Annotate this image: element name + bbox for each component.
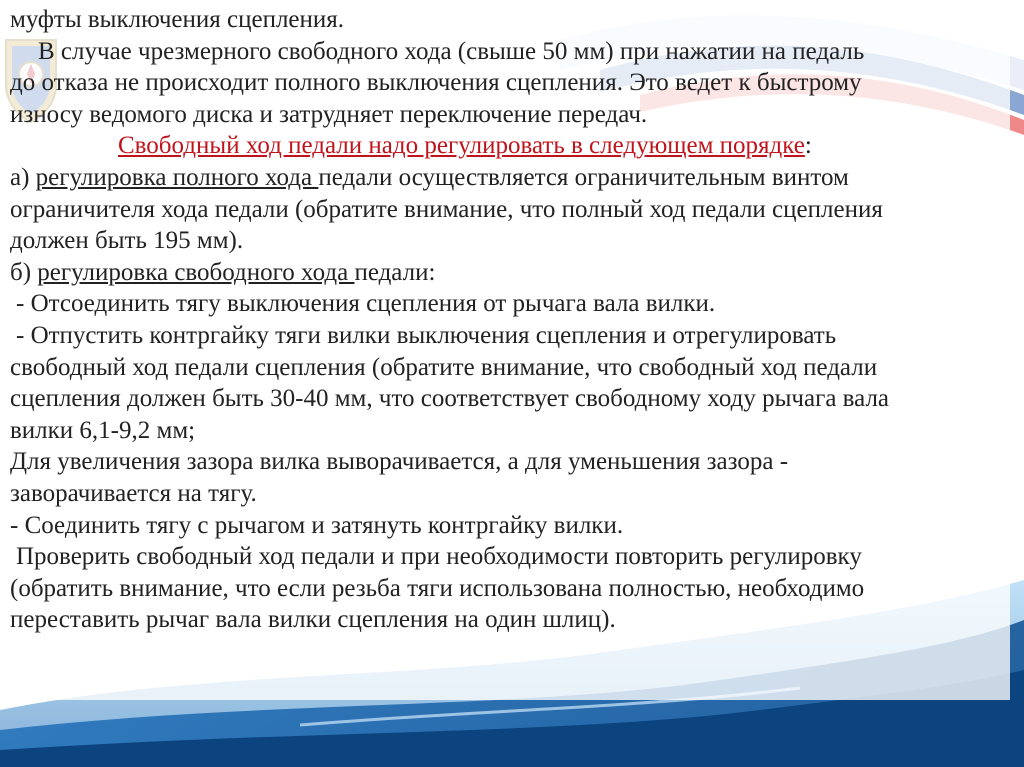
item-marker: а)	[10, 163, 36, 191]
text-line: свободный ход педали сцепления (обратите внимание, что свободный ход педали	[10, 353, 878, 381]
text-line: износу ведомого диска и затрудняет переключение передач.	[10, 100, 648, 128]
text-line: заворачивается на тягу.	[10, 479, 257, 507]
red-heading-text: Свободный ход педали надо регулировать в следующем порядке	[118, 132, 805, 160]
underlined-term: регулировка полного хода	[35, 163, 319, 191]
heading-colon: :	[804, 132, 812, 160]
text-line: переставить рычаг вала вилки сцепления на один шлиц).	[10, 606, 616, 634]
text-line: сцепления должен быть 30-40 мм, что соответствует свободному ходу рычага вала	[10, 385, 890, 413]
text-line	[10, 162, 1010, 194]
text-line: - Отсоединить тягу выключения сцепления от рычага вала вилки.	[16, 290, 716, 318]
text-line: - Отпустить контргайку тяги вилки выключения сцепления и отрегулировать	[16, 321, 837, 349]
text-line: В случае чрезмерного свободного хода (свыше 50 мм) при нажатии на педаль	[38, 37, 865, 65]
text-line: ограничителя хода педали (обратите внимание, что полный ход педали сцепления	[10, 195, 883, 223]
section-heading	[10, 130, 1010, 162]
text-line: должен быть 195 мм).	[10, 227, 244, 255]
text-line	[10, 257, 1010, 289]
text-line: - Соединить тягу с рычагом и затянуть контргайку вилки.	[10, 511, 624, 539]
item-marker: б)	[10, 258, 38, 286]
item-text: педали осуществляется ограничительным винтом	[318, 163, 849, 191]
slide-text	[10, 4, 1010, 636]
text-line: (обратить внимание, что если резьба тяги использована полностью, необходимо	[10, 574, 865, 602]
text-line: Проверить свободный ход педали и при необходимости повторить регулировку	[16, 543, 862, 571]
text-line: вилки 6,1-9,2 мм;	[10, 416, 196, 444]
item-text: педали:	[354, 258, 436, 286]
text-line: муфты выключения сцепления.	[10, 6, 345, 33]
text-line: до отказа не происходит полного выключения сцепления. Это ведет к быстрому	[10, 69, 862, 97]
text-line: Для увеличения зазора вилка выворачивается, а для уменьшения зазора -	[10, 448, 789, 476]
underlined-term: регулировка свободного хода	[37, 258, 355, 286]
